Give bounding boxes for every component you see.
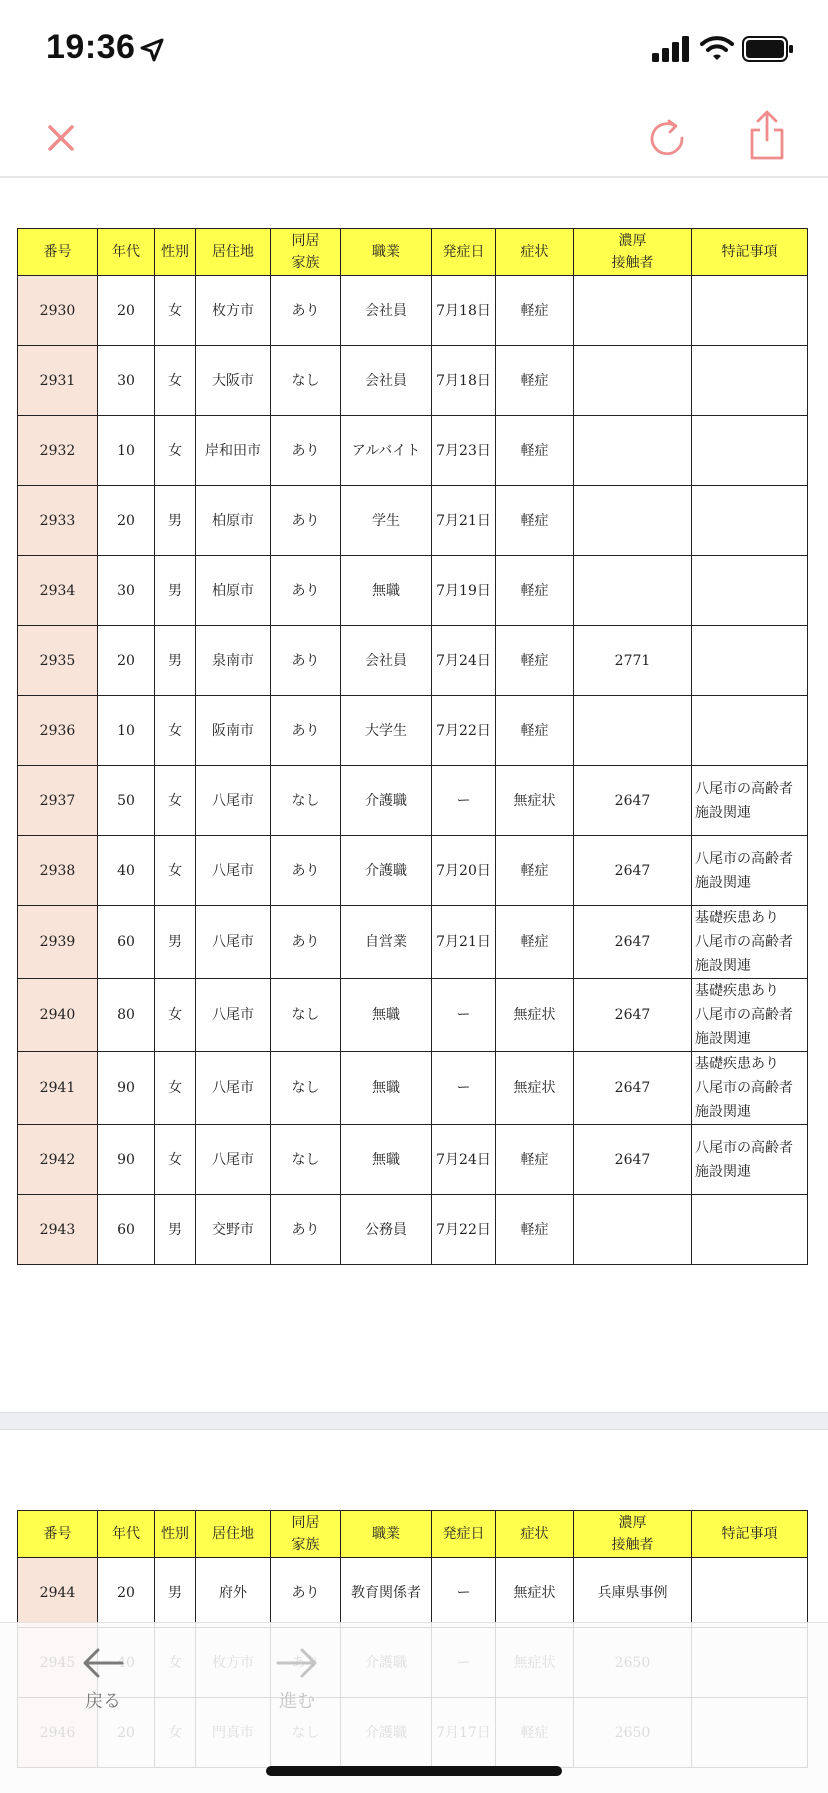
cell-remarks: 基礎疾患あり 八尾市の高齢者 施設関連 [692,979,808,1052]
cell-cohabiting-family: なし [271,346,341,416]
cell-case-number: 2939 [18,906,98,979]
cell-remarks: 基礎疾患あり 八尾市の高齢者 施設関連 [692,1052,808,1125]
cell-residence: 八尾市 [196,906,271,979]
cellular-signal-icon [652,36,692,62]
cell-age-group: 40 [98,836,155,906]
header-symptoms: 症状 [496,229,574,276]
forward-label: 進む [279,1691,315,1712]
cell-case-number: 2937 [18,766,98,836]
cell-remarks: 八尾市の高齢者 施設関連 [692,766,808,836]
cell-symptoms: 軽症 [496,626,574,696]
cell-cohabiting-family: あり [271,1558,341,1628]
cell-occupation: 無職 [341,1052,432,1125]
cell-case-number: 2943 [18,1195,98,1265]
cell-age-group: 20 [98,1558,155,1628]
table-row [18,486,808,556]
cell-residence: 柏原市 [196,556,271,626]
cell-onset-date: 7月24日 [432,626,496,696]
cell-cohabiting-family: あり [271,486,341,556]
cell-case-number: 2932 [18,416,98,486]
header-occupation: 職業 [341,1511,432,1558]
back-label: 戻る [85,1691,121,1712]
share-icon [742,106,792,162]
cell-occupation: 無職 [341,979,432,1052]
header-onset-date: 発症日 [432,1511,496,1558]
cell-residence: 枚方市 [196,276,271,346]
cell-cohabiting-family: あり [271,906,341,979]
header-sex: 性別 [155,229,196,276]
cell-occupation: 会社員 [341,276,432,346]
cell-cohabiting-family: あり [271,1195,341,1265]
cell-age-group: 10 [98,416,155,486]
cell-sex: 女 [155,836,196,906]
table-row [18,1125,808,1195]
cell-occupation: 会社員 [341,346,432,416]
cell-age-group: 80 [98,979,155,1052]
cell-cohabiting-family: なし [271,766,341,836]
table-row [18,416,808,486]
reload-icon [642,110,692,160]
cell-close-contact: 2647 [574,836,692,906]
arrow-left-icon [78,1643,128,1683]
cell-close-contact: 2647 [574,766,692,836]
cell-remarks [692,276,808,346]
cell-symptoms: 軽症 [496,276,574,346]
cell-cohabiting-family: あり [271,556,341,626]
cell-age-group: 50 [98,766,155,836]
cell-close-contact: 2647 [574,906,692,979]
cell-residence: 八尾市 [196,979,271,1052]
cell-remarks [692,1195,808,1265]
reload-button[interactable] [642,110,692,160]
cell-residence: 大阪市 [196,346,271,416]
cell-remarks: 基礎疾患あり 八尾市の高齢者 施設関連 [692,906,808,979]
header-age-group: 年代 [98,229,155,276]
cell-case-number: 2936 [18,696,98,766]
cell-remarks [692,696,808,766]
cell-symptoms: 無症状 [496,979,574,1052]
cell-case-number: 2944 [18,1558,98,1628]
cell-cohabiting-family: なし [271,1125,341,1195]
table-row [18,979,808,1052]
cell-cohabiting-family: あり [271,626,341,696]
cell-case-number: 2934 [18,556,98,626]
table-row [18,766,808,836]
cell-residence: 八尾市 [196,1052,271,1125]
cell-residence: 八尾市 [196,836,271,906]
table-row [18,276,808,346]
page-separator [0,1412,828,1430]
viewer-toolbar [0,100,828,178]
forward-button[interactable] [252,1643,342,1743]
cell-cohabiting-family: あり [271,276,341,346]
cell-cohabiting-family: なし [271,1052,341,1125]
header-close-contact: 濃厚 接触者 [574,1511,692,1558]
cell-onset-date: 7月21日 [432,906,496,979]
cell-age-group: 60 [98,906,155,979]
cell-occupation: 教育関係者 [341,1558,432,1628]
cell-close-contact: 2647 [574,1052,692,1125]
share-button[interactable] [742,106,792,156]
cell-sex: 女 [155,276,196,346]
header-cohabiting-family: 同居 家族 [271,1511,341,1558]
cell-sex: 女 [155,979,196,1052]
cell-remarks [692,1558,808,1628]
cell-age-group: 90 [98,1125,155,1195]
cell-age-group: 10 [98,696,155,766]
cell-symptoms: 軽症 [496,416,574,486]
header-residence: 居住地 [196,1511,271,1558]
battery-icon [742,36,794,62]
cell-case-number: 2935 [18,626,98,696]
cell-occupation: 公務員 [341,1195,432,1265]
cell-case-number: 2938 [18,836,98,906]
cell-onset-date: 7月21日 [432,486,496,556]
cell-close-contact [574,276,692,346]
cell-symptoms: 軽症 [496,1125,574,1195]
table-row [18,906,808,979]
wifi-icon [700,34,734,62]
cell-symptoms: 無症状 [496,766,574,836]
header-case-number: 番号 [18,229,98,276]
back-button[interactable] [58,1643,148,1743]
header-occupation: 職業 [341,229,432,276]
cell-onset-date: 7月22日 [432,696,496,766]
cell-onset-date: 7月19日 [432,556,496,626]
cell-age-group: 60 [98,1195,155,1265]
table-row [18,696,808,766]
cell-symptoms: 軽症 [496,1195,574,1265]
cell-remarks [692,626,808,696]
cell-residence: 泉南市 [196,626,271,696]
header-close-contact: 濃厚 接触者 [574,229,692,276]
cell-age-group: 90 [98,1052,155,1125]
cell-occupation: 介護職 [341,766,432,836]
cell-sex: 男 [155,1195,196,1265]
cell-remarks [692,486,808,556]
cell-symptoms: 軽症 [496,346,574,416]
cell-onset-date: 7月24日 [432,1125,496,1195]
cell-symptoms: 軽症 [496,486,574,556]
cell-occupation: アルバイト [341,416,432,486]
cell-remarks [692,346,808,416]
cell-close-contact: 2771 [574,626,692,696]
cell-onset-date: 7月18日 [432,346,496,416]
cell-close-contact: 2647 [574,979,692,1052]
cell-residence: 柏原市 [196,486,271,556]
cell-cohabiting-family: あり [271,836,341,906]
cell-symptoms: 軽症 [496,906,574,979]
cell-symptoms: 軽症 [496,836,574,906]
cell-age-group: 20 [98,486,155,556]
cell-cohabiting-family: なし [271,979,341,1052]
cell-symptoms: 軽症 [496,556,574,626]
cell-onset-date: 7月20日 [432,836,496,906]
cell-sex: 女 [155,1125,196,1195]
cell-residence: 交野市 [196,1195,271,1265]
cell-occupation: 学生 [341,486,432,556]
cell-close-contact [574,416,692,486]
table-row [18,836,808,906]
header-onset-date: 発症日 [432,229,496,276]
cell-sex: 女 [155,1052,196,1125]
cell-sex: 女 [155,696,196,766]
table-row [18,556,808,626]
header-cohabiting-family: 同居 家族 [271,229,341,276]
cell-occupation: 自営業 [341,906,432,979]
cell-sex: 男 [155,906,196,979]
cell-sex: 男 [155,626,196,696]
cell-sex: 女 [155,346,196,416]
cell-case-number: 2931 [18,346,98,416]
cell-onset-date: 7月22日 [432,1195,496,1265]
document-page-1 [0,178,828,1412]
cell-symptoms: 無症状 [496,1558,574,1628]
cell-sex: 男 [155,486,196,556]
cell-occupation: 介護職 [341,836,432,906]
cell-residence: 岸和田市 [196,416,271,486]
cell-close-contact [574,696,692,766]
table-row [18,1195,808,1265]
cell-onset-date: 7月18日 [432,276,496,346]
cell-symptoms: 無症状 [496,1052,574,1125]
cases-table-1 [17,228,808,1265]
header-residence: 居住地 [196,229,271,276]
cell-remarks [692,556,808,626]
cell-case-number: 2930 [18,276,98,346]
cell-case-number: 2933 [18,486,98,556]
header-remarks: 特記事項 [692,229,808,276]
table-row [18,346,808,416]
cell-remarks: 八尾市の高齢者 施設関連 [692,1125,808,1195]
table-row [18,1052,808,1125]
cell-sex: 女 [155,766,196,836]
table-row [18,1558,808,1628]
cell-residence: 八尾市 [196,1125,271,1195]
table-row [18,626,808,696]
cell-close-contact [574,556,692,626]
cell-onset-date: 7月23日 [432,416,496,486]
cell-age-group: 20 [98,626,155,696]
cell-occupation: 会社員 [341,626,432,696]
cell-age-group: 30 [98,346,155,416]
status-bar [0,0,828,100]
header-symptoms: 症状 [496,1511,574,1558]
cell-case-number: 2941 [18,1052,98,1125]
cell-sex: 女 [155,416,196,486]
cell-symptoms: 軽症 [496,696,574,766]
cell-age-group: 20 [98,276,155,346]
cell-case-number: 2940 [18,979,98,1052]
header-age-group: 年代 [98,1511,155,1558]
cell-close-contact [574,346,692,416]
table-header-row [18,229,808,276]
cell-onset-date: ー [432,979,496,1052]
cell-onset-date: ー [432,1558,496,1628]
cell-onset-date: ー [432,766,496,836]
cell-close-contact [574,486,692,556]
cell-occupation: 無職 [341,1125,432,1195]
cell-cohabiting-family: あり [271,696,341,766]
location-arrow-icon [138,36,166,64]
header-case-number: 番号 [18,1511,98,1558]
status-time: 19:36 [46,28,136,66]
arrow-right-icon [272,1643,322,1683]
cell-occupation: 大学生 [341,696,432,766]
cell-close-contact [574,1195,692,1265]
cell-residence: 八尾市 [196,766,271,836]
header-sex: 性別 [155,1511,196,1558]
cell-sex: 男 [155,556,196,626]
cell-case-number: 2942 [18,1125,98,1195]
cell-sex: 男 [155,1558,196,1628]
cell-residence: 阪南市 [196,696,271,766]
table-header-row [18,1511,808,1558]
cell-onset-date: ー [432,1052,496,1125]
close-icon [36,112,86,162]
close-button[interactable] [36,112,86,162]
cell-cohabiting-family: あり [271,416,341,486]
cell-close-contact: 2647 [574,1125,692,1195]
header-remarks: 特記事項 [692,1511,808,1558]
cell-residence: 府外 [196,1558,271,1628]
home-indicator [266,1766,562,1776]
cell-age-group: 30 [98,556,155,626]
cell-remarks [692,416,808,486]
cell-remarks: 八尾市の高齢者 施設関連 [692,836,808,906]
cell-occupation: 無職 [341,556,432,626]
cell-close-contact: 兵庫県事例 [574,1558,692,1628]
